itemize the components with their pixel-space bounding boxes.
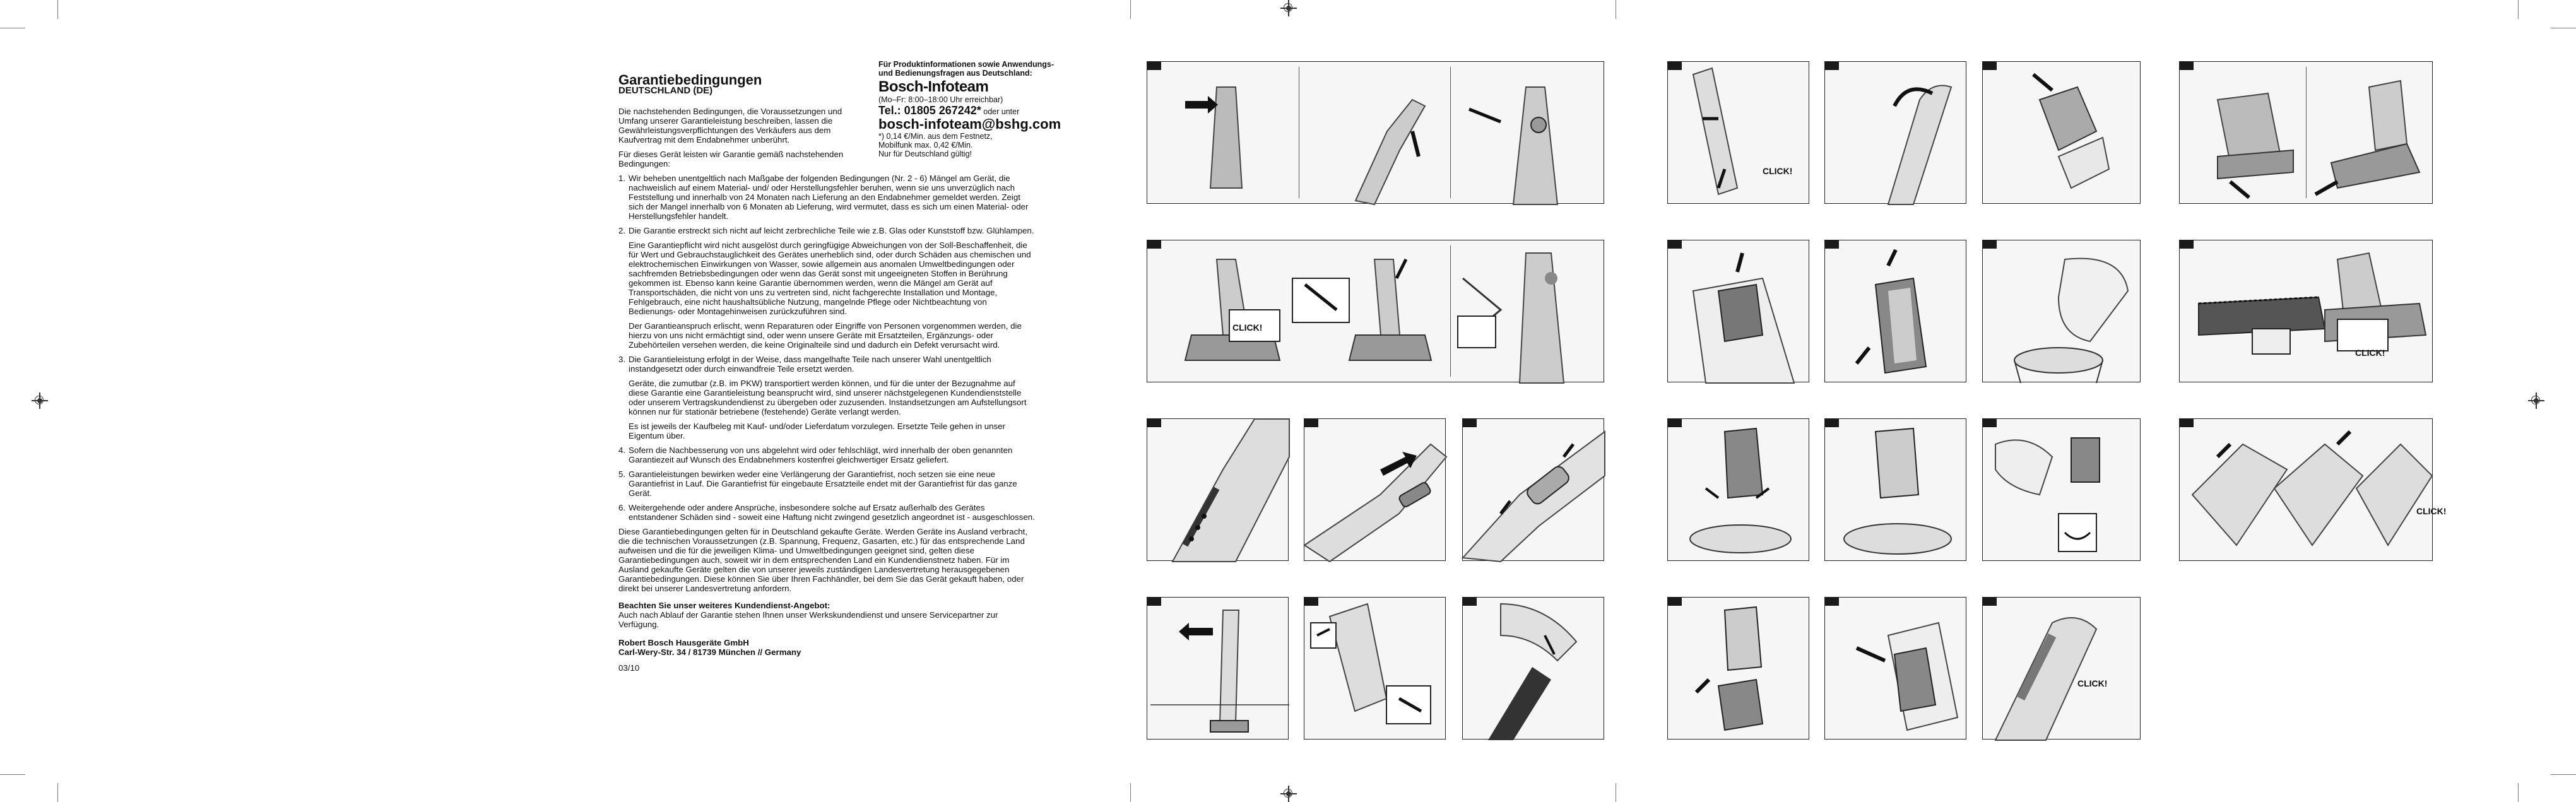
illustration-panel xyxy=(1147,61,1604,204)
battery-compartment-illustration xyxy=(2180,419,2433,562)
upright-storage-illustration xyxy=(1147,598,1289,740)
illustration-panel xyxy=(2179,61,2433,204)
illustration-panel xyxy=(1982,418,2141,561)
company-address: Carl-Wery-Str. 34 / 81739 München // Germany xyxy=(618,647,801,657)
illustration-panel xyxy=(2179,418,2447,561)
document-title: Garantiebedingungen xyxy=(618,72,762,88)
clause-item: 6. Weitergehende oder andere Ansprüche, insbesondere solche auf Ersatz außerhalb des Gerätes entstandener Schäden sind - soweit eine Haftung nicht zwingend gesetzlich angeordnet ist - ausgeschlossen. xyxy=(618,503,1035,522)
handheld-detach-illustration xyxy=(1304,598,1446,740)
crevice-tool-illustration xyxy=(1463,598,1605,740)
illustration-panel xyxy=(1147,418,1289,561)
illustration-panel xyxy=(2179,240,2433,382)
info-brand: Bosch-Infoteam xyxy=(878,78,989,95)
illustration-panel xyxy=(1147,240,1604,382)
document-code: 03/10 xyxy=(618,663,640,673)
fold-mark xyxy=(1130,0,1131,19)
filter-separate-illustration xyxy=(1825,240,1967,383)
reinsert-filter-illustration xyxy=(1668,598,1810,740)
info-box xyxy=(878,60,1061,158)
illustration-panel xyxy=(1982,240,2141,382)
illustration-panel xyxy=(1824,240,1966,382)
info-note: *) 0,14 €/Min. aus dem Festnetz, xyxy=(878,132,993,141)
illustration-panel xyxy=(1667,61,1809,204)
power-switch-illustration xyxy=(1463,419,1605,562)
tap-filter-illustration xyxy=(1668,419,1810,562)
handle-grip-illustration xyxy=(1825,62,1967,204)
click-label: CLICK! xyxy=(2355,348,2385,358)
vacuum-handle-illustration xyxy=(1147,62,1605,204)
info-note: Nur für Deutschland gültig! xyxy=(878,150,972,158)
clause-item: 5. Garantieleistungen bewirken weder eine Verlängerung der Garantiefrist, noch setzen sie eine neue Garantiefrist in Lauf. Die Garantiefrist für eingebaute Ersatzteile endet mit der Garantiefrist für das ganze Gerät. xyxy=(618,469,1017,498)
illustration-panel xyxy=(1147,597,1289,740)
illustration-panel xyxy=(1982,61,2141,204)
crop-mark xyxy=(2518,0,2519,19)
clause-list xyxy=(618,174,1035,522)
clause-item: 2. Die Garantie erstreckt sich nicht auf leicht zerbrechliche Teile wie z.B. Glas oder Kunststoff bzw. Glühlampen. xyxy=(618,226,1034,235)
crop-mark xyxy=(0,774,25,775)
info-note: Mobilfunk max. 0,42 €/Min. xyxy=(878,141,973,150)
closing-paragraph: Diese Garantiebedingungen gelten für in Deutschland gekaufte Geräte. Werden Geräte ins Ausland verbracht, die die technischen Voraussetzungen (z.B. Spannung, Frequenz, Gasarten, etc.) für das entsprechende Land aufweisen und die für die jeweiligen Klima- und Umweltbedingungen geeignet sind, gelten diese Garantiebedingungen auch, soweit wir in dem entsprechenden Land ein Kundendienstnetz haben. Für im Ausland gekaufte Geräte gelten die von unserer jeweils zuständigen Landesvertretung herausgegebenen Garantiebedingungen. Diese können Sie über Ihren Fachhändler, bei dem Sie das Gerät gekauft haben, oder direkt bei unserer Landesvertretung anfordern. xyxy=(618,527,1028,593)
info-email: bosch-infoteam@bshg.com xyxy=(878,116,1061,132)
clause-item: Der Garantieanspruch erlischt, wenn Reparaturen oder Eingriffe von Personen vorgenommen werden, die hierzu von uns nicht ermächtigt sind, oder wenn unsere Geräte mit Ersatzteilen, Ergänzungs- oder Zubehörteilen versehen werden, die keine Originalteile sind und dadurch ein Defekt verursacht wird. xyxy=(629,321,1022,350)
crop-mark xyxy=(2551,774,2576,775)
offer-heading: Beachten Sie unser weiteres Kundendienst-Angebot: xyxy=(618,601,830,610)
brush-roller-illustration xyxy=(2180,240,2433,383)
info-tel: Tel.: 01805 267242* xyxy=(878,104,981,117)
illustration-panel xyxy=(1982,597,2141,740)
lock-container-illustration xyxy=(1983,598,2141,740)
clause-item: Geräte, die zumutbar (z.B. im PKW) transportiert werden können, und für die unter der Bezugnahme auf diese Garantie eine Garantieleistung beansprucht wird, sind unserer nächstgelegenen Kundendienststelle oder unserem Vertragskundendienst zu übergeben oder zuzusenden. Instandsetzungen am Aufstellungsort können nur für stationär betriebene (festehende) Geräte verlangt werden. xyxy=(629,379,1027,416)
empty-container-illustration xyxy=(1983,62,2141,204)
dust-container-release-illustration xyxy=(1668,62,1810,204)
click-label: CLICK! xyxy=(2416,506,2447,516)
filter-remove-illustration xyxy=(1668,240,1810,383)
empty-into-bin-illustration xyxy=(1983,240,2141,383)
intro-paragraph-2: Für dieses Gerät leisten wir Garantie gemäß nachstehenden Bedingungen: xyxy=(618,150,844,168)
brush-removal-illustration xyxy=(2180,62,2433,204)
insert-container-illustration xyxy=(1825,598,1967,740)
clause-item: 3. Die Garantieleistung erfolgt in der Weise, dass mangelhafte Teile nach unserer Wahl unentgeltlich instandgesetzt oder durch einwandfreie Teile ersetzt werden. xyxy=(618,355,991,374)
charging-indicator-illustration xyxy=(1147,419,1289,562)
clause-item: Eine Garantiepflicht wird nicht ausgelöst durch geringfügige Abweichungen von der Soll-Beschaffenheit, die für Wert und Gebrauchstauglichkeit des Gerätes unerheblich sind, oder durch Schäden aus chemischen und elektrochemischen Einwirkungen von Wasser, sowie allgemein aus anomalen Umweltbedingungen oder sachfremden Betriebsbedingungen oder wenn das Gerät sonst mit ungeeigneten Stoffen in Berührung gekommen ist. Ebenso kann keine Garantie übernommen werden, wenn die Mängel am Gerät auf Transportschäden, die nicht von uns zu vertreten sind, nicht fachgerechte Installation und Montage, Fehlgebrauch, eine nicht haushaltsübliche Nutzung, mangelnde Pflege oder Nichtbeachtung von Bedienungs- oder Montagehinweisen zurückzuführen sind. xyxy=(629,240,1031,316)
illustration-panel xyxy=(1824,418,1966,561)
illustration-panel xyxy=(1462,418,1604,561)
crop-mark xyxy=(57,783,58,802)
wash-filter-illustration xyxy=(1983,419,2141,562)
shake-filter-illustration xyxy=(1825,419,1967,562)
crop-mark xyxy=(57,0,58,19)
click-label: CLICK! xyxy=(2077,678,2108,688)
click-label: CLICK! xyxy=(1232,322,1263,333)
registration-mark-top xyxy=(1280,0,1297,16)
offer-text: Auch nach Ablauf der Garantie stehen Ihnen unser Werkskundendienst und unsere Servicepartner zur Verfügung. xyxy=(618,610,998,629)
fold-mark xyxy=(1130,783,1131,802)
info-tel-suffix: oder unter xyxy=(983,107,1020,116)
illustration-panel xyxy=(1824,61,1966,204)
document-subtitle: DEUTSCHLAND (DE) xyxy=(618,85,713,96)
company-name: Robert Bosch Hausgeräte GmbH xyxy=(618,638,749,647)
registration-mark-left xyxy=(32,392,48,409)
illustration-panel xyxy=(1824,597,1966,740)
illustration-panel xyxy=(1304,418,1446,561)
illustration-panel xyxy=(1667,597,1809,740)
click-label: CLICK! xyxy=(1763,166,1793,176)
info-hours: (Mo–Fr: 8:00–18:00 Uhr erreichbar) xyxy=(878,95,1003,104)
registration-mark-bottom xyxy=(1280,786,1297,802)
registration-mark-right xyxy=(2528,392,2544,409)
illustration-panel xyxy=(1667,418,1809,561)
illustration-panel xyxy=(1462,597,1604,740)
nozzle-attach-illustration xyxy=(1147,240,1605,383)
illustration-panel xyxy=(1667,240,1809,382)
switch-slide-illustration xyxy=(1304,419,1446,562)
clause-item: 4. Sofern die Nachbesserung von uns abgelehnt wird oder fehlschlägt, wird innerhalb der oben genannten Garantiezeit auf Wunsch des Endabnehmers kostenfrei gleichwertiger Ersatz geliefert. xyxy=(618,445,1013,464)
crop-mark xyxy=(2518,783,2519,802)
clause-item: Es ist jeweils der Kaufbeleg mit Kauf- und/oder Lieferdatum vorzulegen. Ersetzte Teile gehen in unser Eigentum über. xyxy=(629,422,1005,440)
illustration-panel xyxy=(1304,597,1446,740)
intro-paragraph: Die nachstehenden Bedingungen, die Voraussetzungen und Umfang unserer Garantieleistung beschreiben, lassen die Gewährleistungsverpflichtungen des Verkäufers aus dem Kaufvertrag mit dem Endabnehmer unberührt. xyxy=(618,107,842,144)
info-heading: Für Produktinformationen sowie Anwendungs- und Bedienungsfragen aus Deutschland: xyxy=(878,60,1055,78)
clause-item: 1. Wir beheben unentgeltlich nach Maßgabe der folgenden Bedingungen (Nr. 2 - 6) Mängel am Gerät, die nachweislich auf einem Material- und/ oder Herstellungsfehler beruhen, wenn sie uns unverzüglich nach Feststellung und innerhalb von 24 Monaten nach Lieferung an den Endabnehmer gemeldet werden. Zeigt sich der Mangel innerhalb von 6 Monaten ab Lieferung, wird vermutet, dass es sich um einen Material- oder Herstellungsfehler handelt. xyxy=(618,174,1029,221)
